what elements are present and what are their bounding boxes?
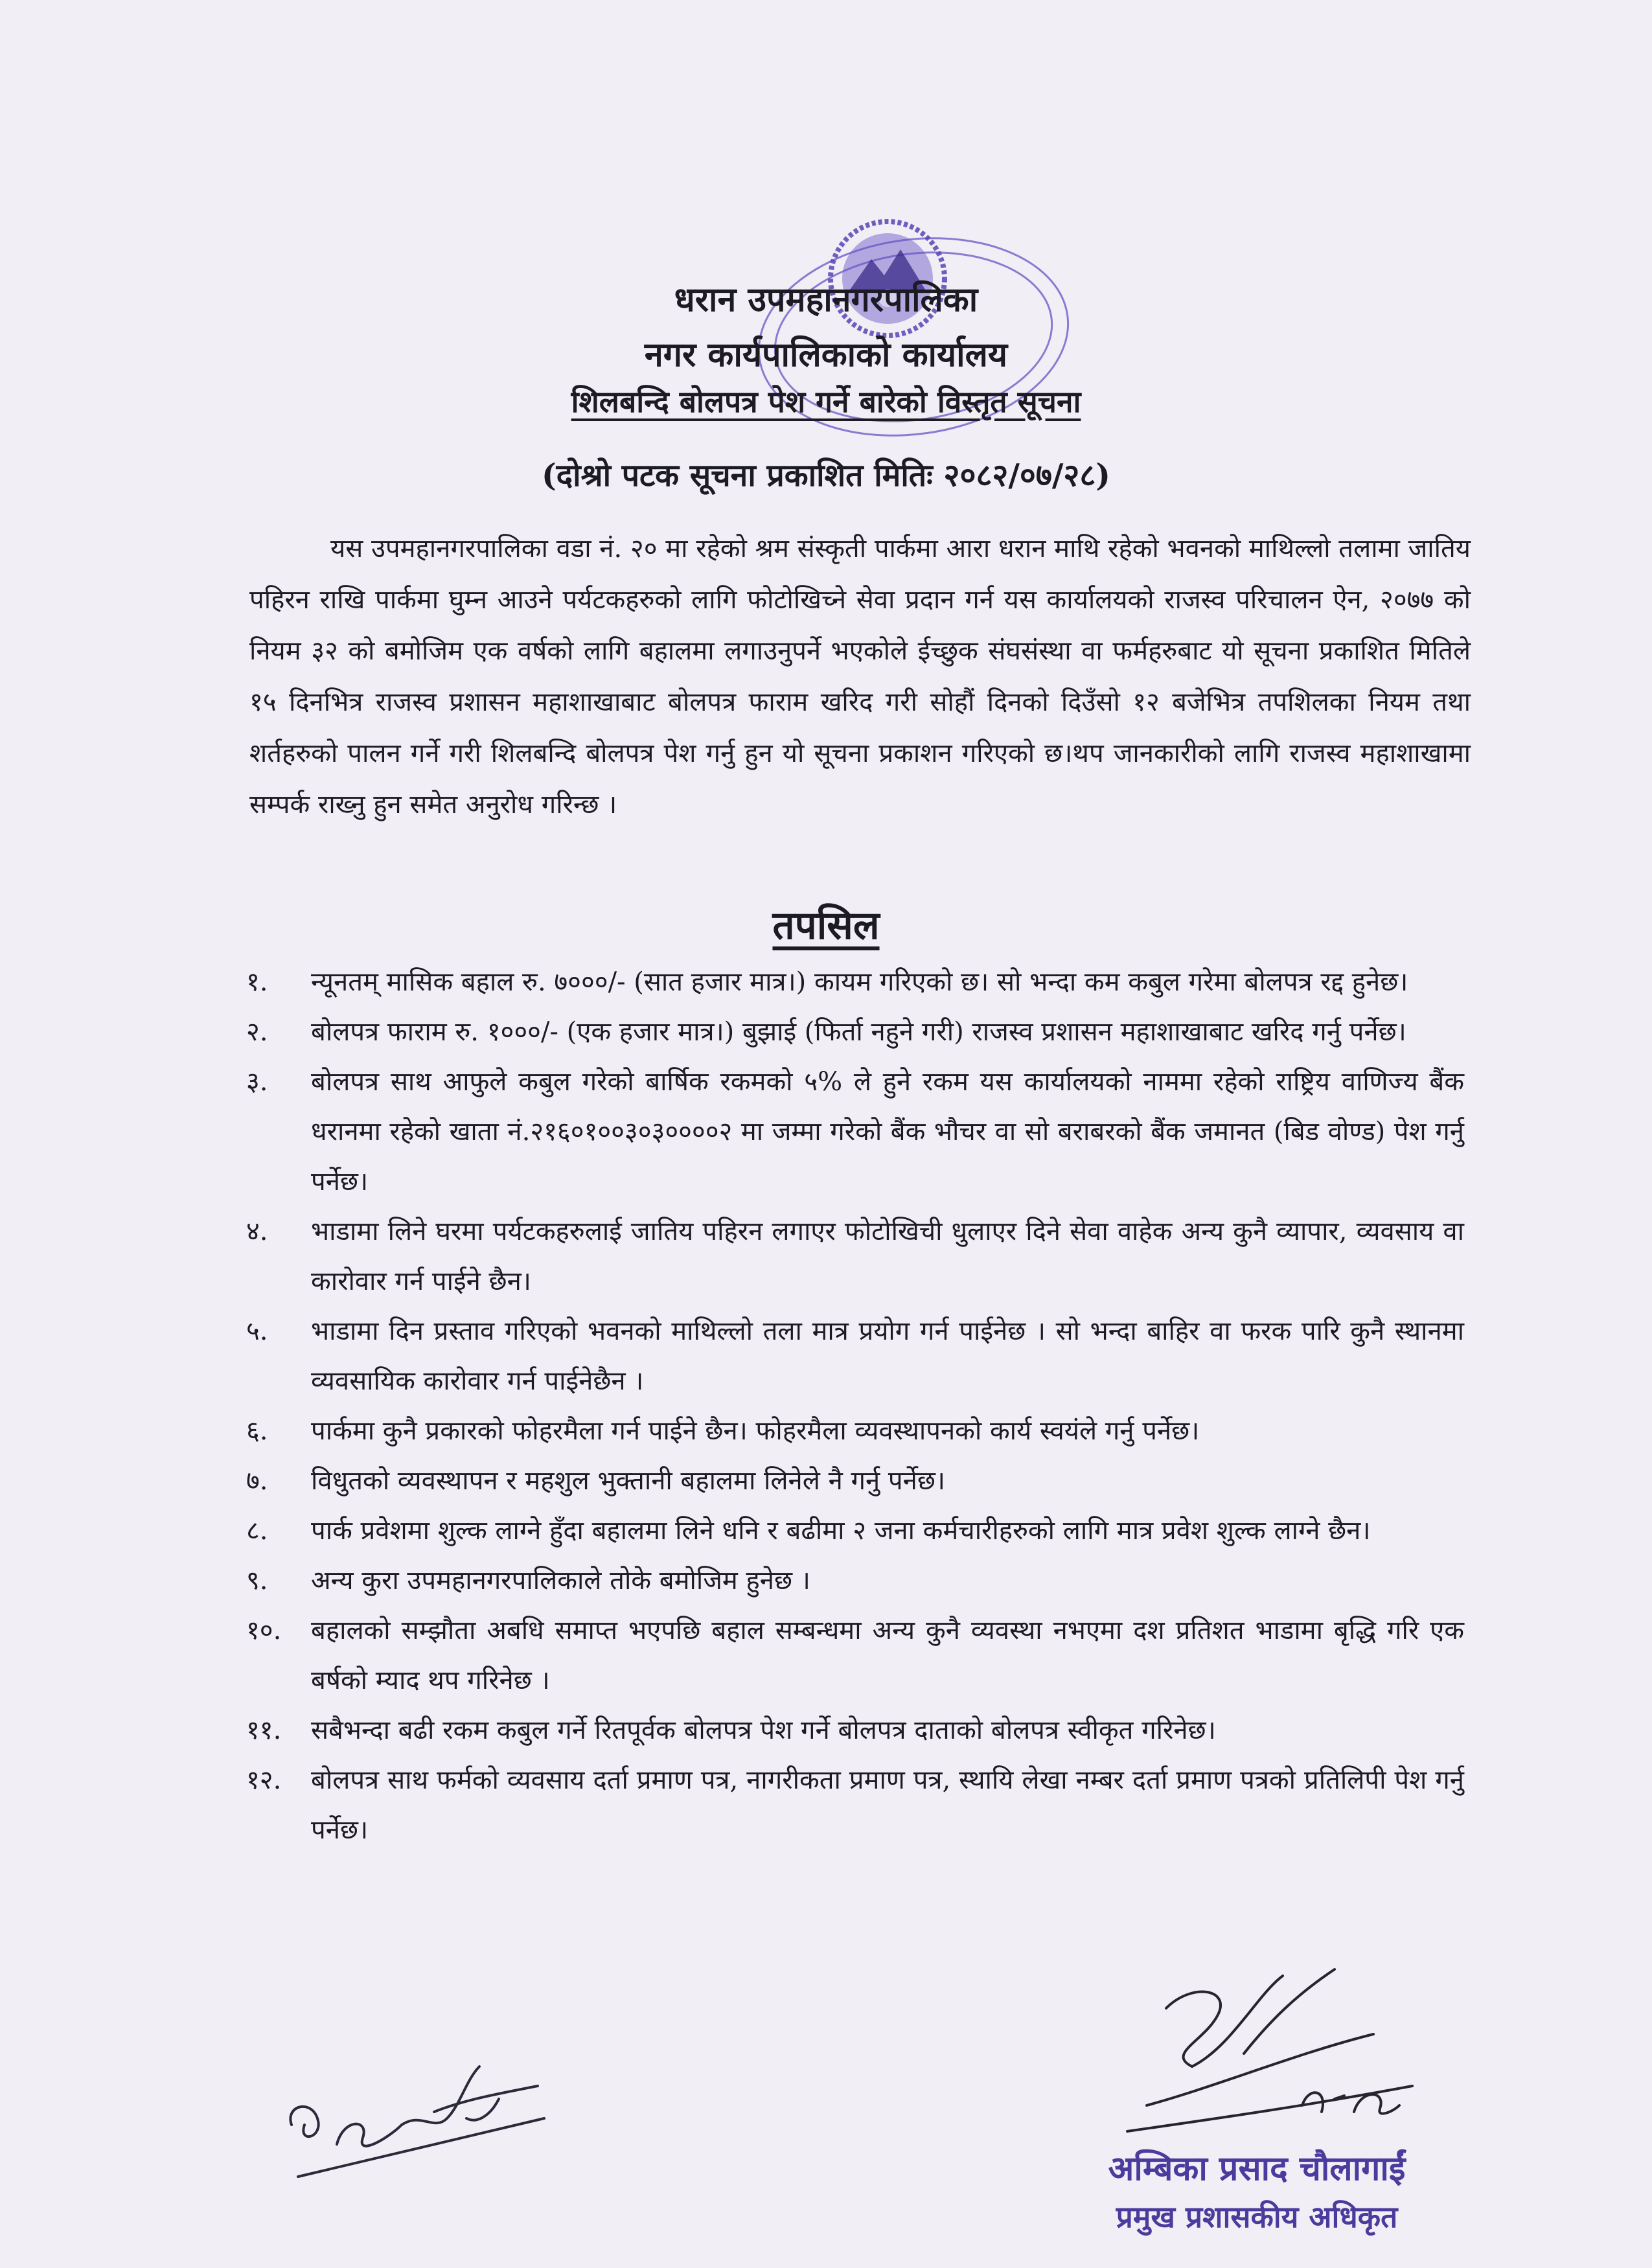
- list-item: [246, 1207, 1464, 1307]
- list-item: [246, 1007, 1464, 1057]
- list-item: [246, 957, 1464, 1007]
- term-number: १२.: [246, 1765, 282, 1795]
- officer-title: प्रमुख प्रशासकीय अधिकृत: [1116, 2199, 1398, 2234]
- left-signature: [272, 2041, 570, 2190]
- term-number: ९.: [246, 1566, 268, 1596]
- schedule-heading: [0, 897, 1652, 950]
- term-number: १०.: [246, 1616, 282, 1645]
- list-item: [246, 1057, 1464, 1207]
- term-text: भाडामा लिने घरमा पर्यटकहरुलाई जातिय पहिरन लगाएर फोटोखिची धुलाएर दिने सेवा वाहेक अन्य कुनै व्यापार, व्यवसाय वा कारोवार गर्न पाईने छैन।: [311, 1217, 1464, 1296]
- term-text: बहालको सम्झौता अबधि समाप्त भएपछि बहाल सम्बन्धमा अन्य कुनै व्यवस्था नभएमा दश प्रतिशत भाडामा बृद्धि गरि एक बर्षको म्याद थप गरिनेछ ।: [311, 1616, 1464, 1695]
- term-text: न्यूनतम् मासिक बहाल रु. ७०००/- (सात हजार मात्र।) कायम गरिएको छ। सो भन्दा कम कबुल गरेमा बोलपत्र रद्द हुनेछ।: [311, 967, 1408, 997]
- term-text: पार्कमा कुनै प्रकारको फोहरमैला गर्न पाईने छैन। फोहरमैला व्यवस्थापनको कार्य स्वयंले गर्नु पर्नेछ।: [311, 1416, 1200, 1446]
- notice-title-text: शिलबन्दि बोलपत्र पेश गर्ने बारेको विस्तृत सूचना: [571, 384, 1081, 419]
- notice-body: यस उपमहानगरपालिका वडा नं. २० मा रहेको श्रम संस्कृती पार्कमा आरा धरान माथि रहेको भवनको माथिल्लो तलामा जातिय पहिरन राखि पार्कमा घुम्न आउने पर्यटकहरुको लागि फोटोखिच्ने सेवा प्रदान गर्न यस कार्यालयको राजस्व परिचालन ऐन, २०७७ को नियम ३२ को बमोजिम एक वर्षको लागि बहालमा लगाउनुपर्ने भएकोले ईच्छुक संघसंस्था वा फर्महरुबाट यो सूचना प्रकाशित मितिले १५ दिनभित्र राजस्व प्रशासन महाशाखाबाट बोलपत्र फाराम खरिद गरी सोहौं दिनको दिउँसो १२ बजेभित्र तपशिलका नियम तथा शर्तहरुको पालन गर्ने गरी शिलबन्दि बोलपत्र पेश गर्नु हुन यो सूचना प्रकाशन गरिएको छ।थप जानकारीको लागि राजस्व महाशाखामा सम्पर्क राख्नु हुन समेत अनुरोध गरिन्छ ।: [249, 534, 1471, 819]
- term-number: ३.: [246, 1067, 268, 1097]
- list-item: [246, 1307, 1464, 1406]
- term-text: बोलपत्र फाराम रु. १०००/- (एक हजार मात्र।) बुझाई (फिर्ता नहुने गरी) राजस्व प्रशासन महाशाखाबाट खरिद गर्नु पर्नेछ।: [311, 1017, 1406, 1047]
- list-item: [246, 1756, 1464, 1855]
- publication-date: (दोश्रो पटक सूचना प्रकाशित मितिः २०८२/०७/२८): [541, 457, 1111, 494]
- term-number: ८.: [246, 1516, 268, 1546]
- term-text: भाडामा दिन प्रस्ताव गरिएको भवनको माथिल्लो तला मात्र प्रयोग गर्न पाईनेछ । सो भन्दा बाहिर वा फरक पारि कुनै स्थानमा व्यवसायिक कारोवार गर्न पाईनेछैन ।: [311, 1316, 1464, 1396]
- term-text: पार्क प्रवेशमा शुल्क लाग्ने हुँदा बहालमा लिने धनि र बढीमा २ जना कर्मचारीहरुको लागि मात्र प्रवेश शुल्क लाग्ने छैन।: [311, 1516, 1371, 1546]
- term-number: ११.: [246, 1715, 282, 1745]
- term-text: बोलपत्र साथ आफुले कबुल गरेको बार्षिक रकमको ५% ले हुने रकम यस कार्यालयको नाममा रहेको राष्ट्रिय वाणिज्य बैंक धरानमा रहेको खाता नं.२१६०१००३०३००००२ मा जम्मा गरेको बैंक भौचर वा सो बराबरको बैंक जमानत (बिड वोण्ड) पेश गर्नु पर्नेछ।: [311, 1067, 1464, 1197]
- officer-signature: [1088, 1956, 1451, 2157]
- term-number: २.: [246, 1017, 268, 1047]
- officer-name: अम्बिका प्रसाद चौलागाईं: [1108, 2149, 1406, 2188]
- office-subtitle: नगर कार्यपालिकाको कार्यालय: [644, 335, 1008, 374]
- office-name: धरान उपमहानगरपालिका: [674, 280, 978, 319]
- term-number: ६.: [246, 1416, 268, 1446]
- notice-title: [0, 381, 1652, 421]
- term-text: सबैभन्दा बढी रकम कबुल गर्ने रितपूर्वक बोलपत्र पेश गर्ने बोलपत्र दाताको बोलपत्र स्वीकृत गरिनेछ।: [311, 1715, 1216, 1745]
- term-text: अन्य कुरा उपमहानगरपालिकाले तोके बमोजिम हुनेछ ।: [311, 1566, 810, 1596]
- list-item: [246, 1706, 1464, 1756]
- list-item: [246, 1456, 1464, 1506]
- term-number: ४.: [246, 1217, 268, 1246]
- list-item: [246, 1506, 1464, 1556]
- schedule-heading-text: तपसिल: [772, 903, 880, 948]
- list-item: [246, 1406, 1464, 1456]
- terms-list: [246, 957, 1464, 1855]
- term-number: १.: [246, 967, 268, 997]
- term-text: विधुतको व्यवस्थापन र महशुल भुक्तानी बहालमा लिनेले नै गर्नु पर्नेछ।: [311, 1466, 946, 1496]
- term-number: ५.: [246, 1316, 268, 1346]
- list-item: [246, 1606, 1464, 1706]
- term-text: बोलपत्र साथ फर्मको व्यवसाय दर्ता प्रमाण पत्र, नागरीकता प्रमाण पत्र, स्थायि लेखा नम्बर दर्ता प्रमाण पत्रको प्रतिलिपी पेश गर्नु पर्नेछ।: [311, 1765, 1464, 1845]
- term-number: ७.: [246, 1466, 268, 1496]
- list-item: [246, 1556, 1464, 1606]
